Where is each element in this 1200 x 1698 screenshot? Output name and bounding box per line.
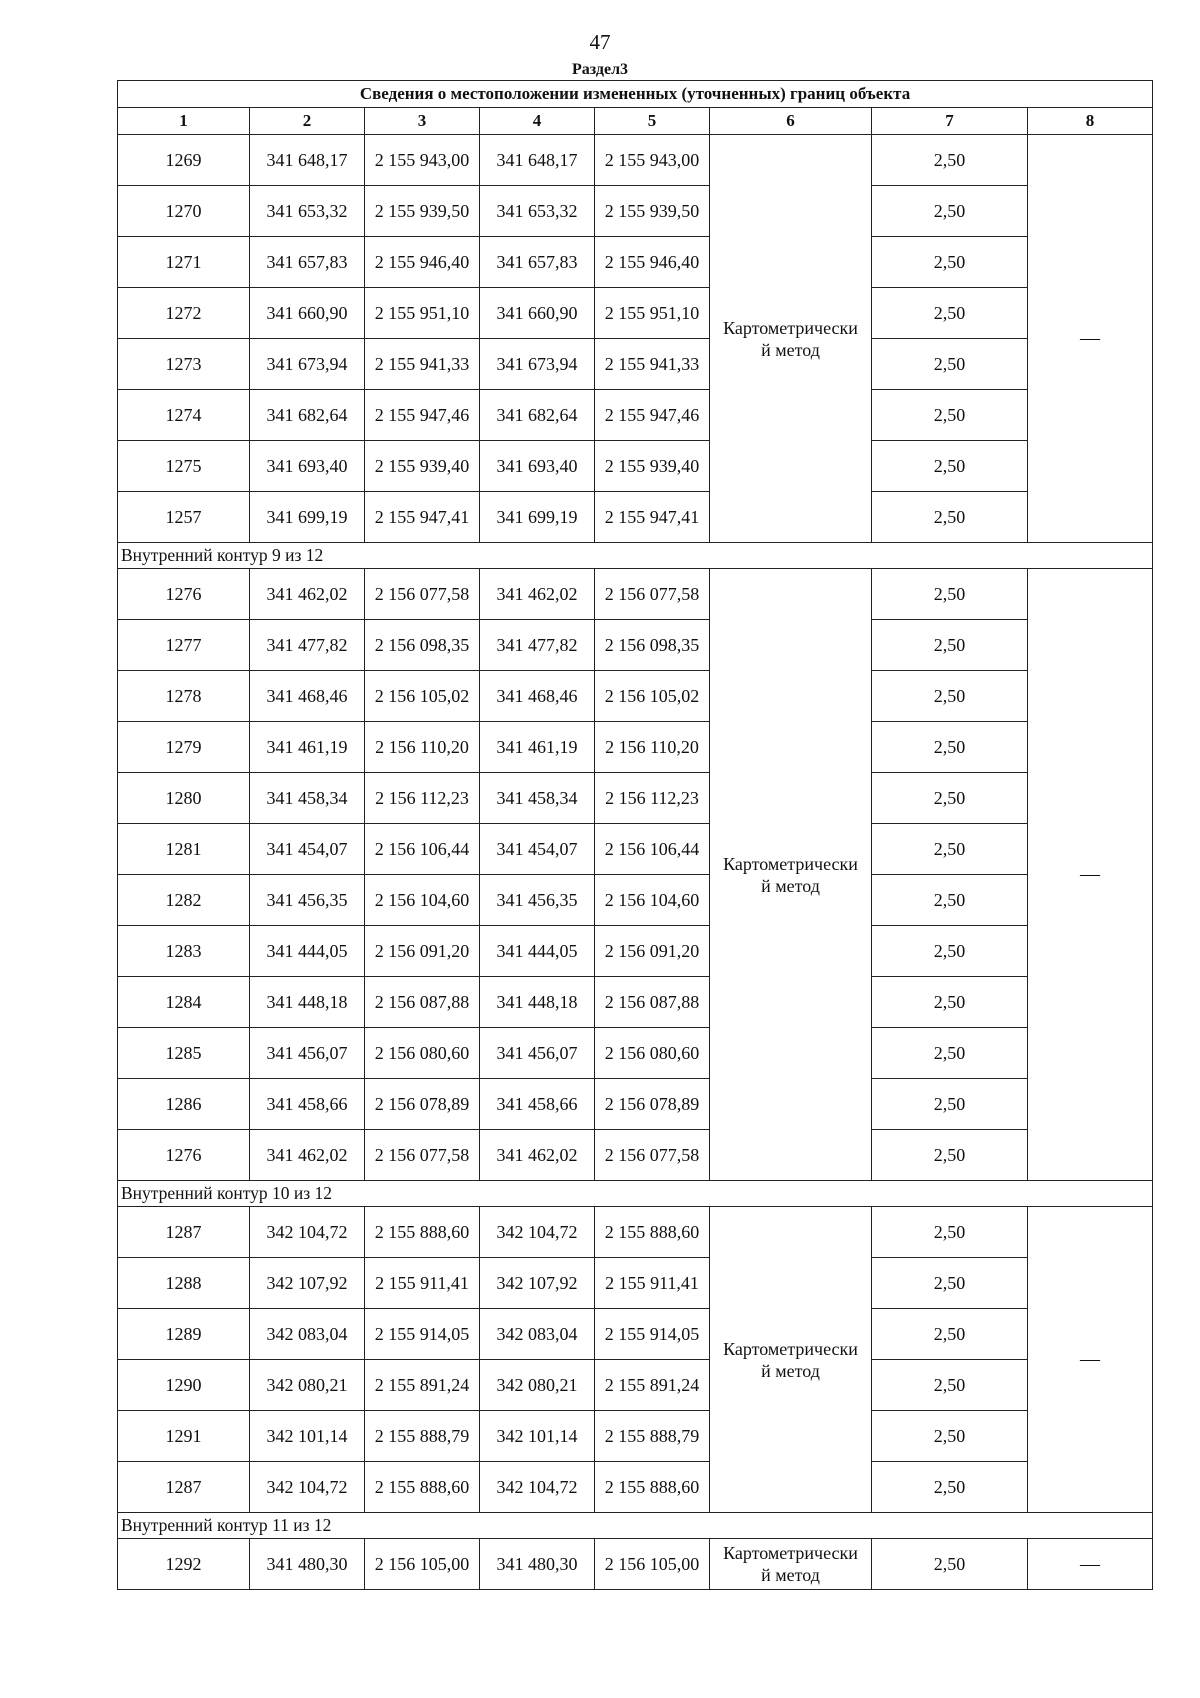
x-coordinate-cell: 341 653,32 [480, 186, 595, 237]
x-coordinate-cell: 341 456,07 [480, 1028, 595, 1079]
table-caption-row [118, 81, 1153, 108]
point-number-cell: 1292 [118, 1539, 250, 1590]
boundary-coordinates-table [117, 80, 1153, 1590]
x-coordinate-cell: 341 461,19 [250, 722, 365, 773]
method-cell [710, 1207, 872, 1513]
x-coordinate-cell: 341 444,05 [480, 926, 595, 977]
x-coordinate-cell: 341 462,02 [250, 569, 365, 620]
y-coordinate-cell: 2 155 951,10 [365, 288, 480, 339]
y-coordinate-cell: 2 155 888,60 [365, 1462, 480, 1513]
y-coordinate-cell: 2 155 939,50 [365, 186, 480, 237]
point-number-cell: 1290 [118, 1360, 250, 1411]
column-header: 2 [250, 108, 365, 135]
y-coordinate-cell: 2 155 947,41 [365, 492, 480, 543]
table-row [118, 288, 1153, 339]
x-coordinate-cell: 342 104,72 [480, 1207, 595, 1258]
point-number-cell: 1269 [118, 135, 250, 186]
accuracy-cell: 2,50 [872, 339, 1028, 390]
x-coordinate-cell: 341 693,40 [480, 441, 595, 492]
y-coordinate-cell: 2 155 943,00 [595, 135, 710, 186]
note-cell: — [1028, 135, 1153, 543]
x-coordinate-cell: 341 458,66 [480, 1079, 595, 1130]
y-coordinate-cell: 2 156 080,60 [365, 1028, 480, 1079]
y-coordinate-cell: 2 156 104,60 [595, 875, 710, 926]
method-text-line: Картометрически [723, 1338, 858, 1359]
accuracy-cell: 2,50 [872, 1028, 1028, 1079]
x-coordinate-cell: 342 080,21 [250, 1360, 365, 1411]
accuracy-cell: 2,50 [872, 1207, 1028, 1258]
y-coordinate-cell: 2 156 087,88 [595, 977, 710, 1028]
point-number-cell: 1287 [118, 1462, 250, 1513]
accuracy-cell: 2,50 [872, 492, 1028, 543]
x-coordinate-cell: 341 477,82 [250, 620, 365, 671]
x-coordinate-cell: 341 461,19 [480, 722, 595, 773]
x-coordinate-cell: 341 673,94 [250, 339, 365, 390]
accuracy-cell: 2,50 [872, 620, 1028, 671]
x-coordinate-cell: 341 456,35 [480, 875, 595, 926]
y-coordinate-cell: 2 155 891,24 [365, 1360, 480, 1411]
accuracy-cell: 2,50 [872, 1539, 1028, 1590]
method-cell [710, 569, 872, 1181]
accuracy-cell: 2,50 [872, 773, 1028, 824]
accuracy-cell: 2,50 [872, 1258, 1028, 1309]
accuracy-cell: 2,50 [872, 1411, 1028, 1462]
point-number-cell: 1289 [118, 1309, 250, 1360]
x-coordinate-cell: 342 104,72 [250, 1462, 365, 1513]
y-coordinate-cell: 2 155 939,50 [595, 186, 710, 237]
accuracy-cell: 2,50 [872, 1462, 1028, 1513]
x-coordinate-cell: 342 083,04 [250, 1309, 365, 1360]
x-coordinate-cell: 341 657,83 [250, 237, 365, 288]
method-text-line: й метод [761, 1565, 820, 1585]
accuracy-cell: 2,50 [872, 186, 1028, 237]
page-number: 47 [589, 30, 611, 54]
column-header: 3 [365, 108, 480, 135]
x-coordinate-cell: 342 083,04 [480, 1309, 595, 1360]
accuracy-cell: 2,50 [872, 441, 1028, 492]
accuracy-cell: 2,50 [872, 1130, 1028, 1181]
table-row [118, 1258, 1153, 1309]
point-number-cell: 1288 [118, 1258, 250, 1309]
contour-label: Внутренний контур 9 из 12 [118, 543, 1153, 569]
table-row [118, 1462, 1153, 1513]
point-number-cell: 1280 [118, 773, 250, 824]
y-coordinate-cell: 2 156 077,58 [595, 569, 710, 620]
y-coordinate-cell: 2 156 105,02 [595, 671, 710, 722]
y-coordinate-cell: 2 156 091,20 [595, 926, 710, 977]
method-text-line: Картометрически [723, 317, 858, 338]
x-coordinate-cell: 341 682,64 [250, 390, 365, 441]
y-coordinate-cell: 2 155 888,79 [595, 1411, 710, 1462]
method-text-line: й метод [761, 339, 820, 360]
y-coordinate-cell: 2 155 888,60 [365, 1207, 480, 1258]
table-row [118, 1411, 1153, 1462]
x-coordinate-cell: 342 107,92 [250, 1258, 365, 1309]
y-coordinate-cell: 2 156 087,88 [365, 977, 480, 1028]
x-coordinate-cell: 341 444,05 [250, 926, 365, 977]
accuracy-cell: 2,50 [872, 569, 1028, 620]
y-coordinate-cell: 2 156 106,44 [365, 824, 480, 875]
point-number-cell: 1285 [118, 1028, 250, 1079]
note-cell: — [1028, 569, 1153, 1181]
table-row [118, 1309, 1153, 1360]
accuracy-cell: 2,50 [872, 926, 1028, 977]
y-coordinate-cell: 2 155 914,05 [595, 1309, 710, 1360]
point-number-cell: 1284 [118, 977, 250, 1028]
y-coordinate-cell: 2 156 112,23 [365, 773, 480, 824]
point-number-cell: 1277 [118, 620, 250, 671]
y-coordinate-cell: 2 156 080,60 [595, 1028, 710, 1079]
point-number-cell: 1276 [118, 1130, 250, 1181]
x-coordinate-cell: 341 660,90 [480, 288, 595, 339]
y-coordinate-cell: 2 156 105,00 [595, 1539, 710, 1590]
point-number-cell: 1273 [118, 339, 250, 390]
x-coordinate-cell: 341 477,82 [480, 620, 595, 671]
contour-label-row [118, 1181, 1153, 1207]
x-coordinate-cell: 341 456,35 [250, 875, 365, 926]
y-coordinate-cell: 2 156 098,35 [595, 620, 710, 671]
table-row [118, 135, 1153, 186]
y-coordinate-cell: 2 155 911,41 [365, 1258, 480, 1309]
y-coordinate-cell: 2 156 112,23 [595, 773, 710, 824]
method-text-line: Картометрически [723, 1543, 858, 1563]
x-coordinate-cell: 341 458,34 [480, 773, 595, 824]
accuracy-cell: 2,50 [872, 875, 1028, 926]
method-cell [710, 135, 872, 543]
accuracy-cell: 2,50 [872, 671, 1028, 722]
x-coordinate-cell: 341 673,94 [480, 339, 595, 390]
x-coordinate-cell: 341 454,07 [480, 824, 595, 875]
accuracy-cell: 2,50 [872, 1079, 1028, 1130]
x-coordinate-cell: 341 480,30 [480, 1539, 595, 1590]
y-coordinate-cell: 2 155 914,05 [365, 1309, 480, 1360]
y-coordinate-cell: 2 156 098,35 [365, 620, 480, 671]
y-coordinate-cell: 2 155 941,33 [365, 339, 480, 390]
y-coordinate-cell: 2 155 941,33 [595, 339, 710, 390]
x-coordinate-cell: 341 458,66 [250, 1079, 365, 1130]
y-coordinate-cell: 2 156 091,20 [365, 926, 480, 977]
contour-label-row [118, 543, 1153, 569]
accuracy-cell: 2,50 [872, 390, 1028, 441]
y-coordinate-cell: 2 155 951,10 [595, 288, 710, 339]
x-coordinate-cell: 341 648,17 [250, 135, 365, 186]
y-coordinate-cell: 2 156 106,44 [595, 824, 710, 875]
section-title: Раздел3 [571, 61, 629, 78]
x-coordinate-cell: 341 458,34 [250, 773, 365, 824]
x-coordinate-cell: 341 454,07 [250, 824, 365, 875]
accuracy-cell: 2,50 [872, 1360, 1028, 1411]
point-number-cell: 1276 [118, 569, 250, 620]
accuracy-cell: 2,50 [872, 1309, 1028, 1360]
table-row [118, 773, 1153, 824]
y-coordinate-cell: 2 155 947,46 [365, 390, 480, 441]
point-number-cell: 1283 [118, 926, 250, 977]
table-row [118, 237, 1153, 288]
table-row [118, 722, 1153, 773]
y-coordinate-cell: 2 156 077,58 [595, 1130, 710, 1181]
y-coordinate-cell: 2 155 947,46 [595, 390, 710, 441]
contour-label-row [118, 1513, 1153, 1539]
x-coordinate-cell: 341 693,40 [250, 441, 365, 492]
table-row [118, 824, 1153, 875]
x-coordinate-cell: 341 448,18 [250, 977, 365, 1028]
table-row [118, 1539, 1153, 1590]
x-coordinate-cell: 341 462,02 [480, 1130, 595, 1181]
y-coordinate-cell: 2 155 888,60 [595, 1207, 710, 1258]
table-row [118, 1079, 1153, 1130]
table-row [118, 186, 1153, 237]
y-coordinate-cell: 2 155 947,41 [595, 492, 710, 543]
x-coordinate-cell: 341 468,46 [480, 671, 595, 722]
table-row [118, 339, 1153, 390]
x-coordinate-cell: 341 448,18 [480, 977, 595, 1028]
point-number-cell: 1291 [118, 1411, 250, 1462]
point-number-cell: 1282 [118, 875, 250, 926]
y-coordinate-cell: 2 156 104,60 [365, 875, 480, 926]
y-coordinate-cell: 2 156 110,20 [365, 722, 480, 773]
y-coordinate-cell: 2 155 939,40 [365, 441, 480, 492]
method-text-line: й метод [761, 875, 820, 896]
point-number-cell: 1270 [118, 186, 250, 237]
point-number-cell: 1274 [118, 390, 250, 441]
y-coordinate-cell: 2 156 110,20 [595, 722, 710, 773]
table-body [118, 135, 1153, 1590]
column-number-row [118, 108, 1153, 135]
point-number-cell: 1278 [118, 671, 250, 722]
contour-label: Внутренний контур 10 из 12 [118, 1181, 1153, 1207]
table-row [118, 390, 1153, 441]
note-cell: — [1028, 1539, 1153, 1590]
column-header: 7 [872, 108, 1028, 135]
x-coordinate-cell: 341 480,30 [250, 1539, 365, 1590]
x-coordinate-cell: 342 080,21 [480, 1360, 595, 1411]
table-row [118, 1360, 1153, 1411]
x-coordinate-cell: 341 648,17 [480, 135, 595, 186]
y-coordinate-cell: 2 155 946,40 [595, 237, 710, 288]
y-coordinate-cell: 2 156 077,58 [365, 1130, 480, 1181]
table-row [118, 671, 1153, 722]
column-header: 1 [118, 108, 250, 135]
accuracy-cell: 2,50 [872, 824, 1028, 875]
y-coordinate-cell: 2 156 078,89 [595, 1079, 710, 1130]
table-row [118, 1028, 1153, 1079]
x-coordinate-cell: 341 682,64 [480, 390, 595, 441]
table-row [118, 875, 1153, 926]
y-coordinate-cell: 2 156 105,02 [365, 671, 480, 722]
table-caption: Сведения о местоположении измененных (уточненных) границ объекта [118, 81, 1153, 108]
y-coordinate-cell: 2 156 077,58 [365, 569, 480, 620]
x-coordinate-cell: 341 660,90 [250, 288, 365, 339]
y-coordinate-cell: 2 155 891,24 [595, 1360, 710, 1411]
y-coordinate-cell: 2 156 078,89 [365, 1079, 480, 1130]
y-coordinate-cell: 2 155 888,60 [595, 1462, 710, 1513]
point-number-cell: 1275 [118, 441, 250, 492]
table-row [118, 441, 1153, 492]
point-number-cell: 1286 [118, 1079, 250, 1130]
column-header: 5 [595, 108, 710, 135]
method-cell [710, 1539, 872, 1590]
x-coordinate-cell: 341 699,19 [250, 492, 365, 543]
accuracy-cell: 2,50 [872, 135, 1028, 186]
table-row [118, 620, 1153, 671]
x-coordinate-cell: 341 462,02 [250, 1130, 365, 1181]
column-header: 8 [1028, 108, 1153, 135]
column-header: 4 [480, 108, 595, 135]
y-coordinate-cell: 2 155 939,40 [595, 441, 710, 492]
table-row [118, 569, 1153, 620]
point-number-cell: 1271 [118, 237, 250, 288]
x-coordinate-cell: 341 462,02 [480, 569, 595, 620]
point-number-cell: 1279 [118, 722, 250, 773]
table-row [118, 1130, 1153, 1181]
x-coordinate-cell: 341 657,83 [480, 237, 595, 288]
accuracy-cell: 2,50 [872, 288, 1028, 339]
x-coordinate-cell: 341 653,32 [250, 186, 365, 237]
point-number-cell: 1272 [118, 288, 250, 339]
table-row [118, 926, 1153, 977]
point-number-cell: 1257 [118, 492, 250, 543]
column-header: 6 [710, 108, 872, 135]
contour-label: Внутренний контур 11 из 12 [118, 1513, 1153, 1539]
y-coordinate-cell: 2 155 911,41 [595, 1258, 710, 1309]
x-coordinate-cell: 342 101,14 [250, 1411, 365, 1462]
y-coordinate-cell: 2 156 105,00 [365, 1539, 480, 1590]
point-number-cell: 1287 [118, 1207, 250, 1258]
x-coordinate-cell: 342 107,92 [480, 1258, 595, 1309]
x-coordinate-cell: 342 104,72 [480, 1462, 595, 1513]
x-coordinate-cell: 341 468,46 [250, 671, 365, 722]
table-row [118, 492, 1153, 543]
accuracy-cell: 2,50 [872, 237, 1028, 288]
accuracy-cell: 2,50 [872, 977, 1028, 1028]
method-text-line: й метод [761, 1360, 820, 1381]
y-coordinate-cell: 2 155 943,00 [365, 135, 480, 186]
note-cell: — [1028, 1207, 1153, 1513]
table-row [118, 977, 1153, 1028]
x-coordinate-cell: 342 104,72 [250, 1207, 365, 1258]
table-row [118, 1207, 1153, 1258]
x-coordinate-cell: 342 101,14 [480, 1411, 595, 1462]
method-text-line: Картометрически [723, 853, 858, 874]
y-coordinate-cell: 2 155 888,79 [365, 1411, 480, 1462]
y-coordinate-cell: 2 155 946,40 [365, 237, 480, 288]
accuracy-cell: 2,50 [872, 722, 1028, 773]
x-coordinate-cell: 341 456,07 [250, 1028, 365, 1079]
x-coordinate-cell: 341 699,19 [480, 492, 595, 543]
point-number-cell: 1281 [118, 824, 250, 875]
